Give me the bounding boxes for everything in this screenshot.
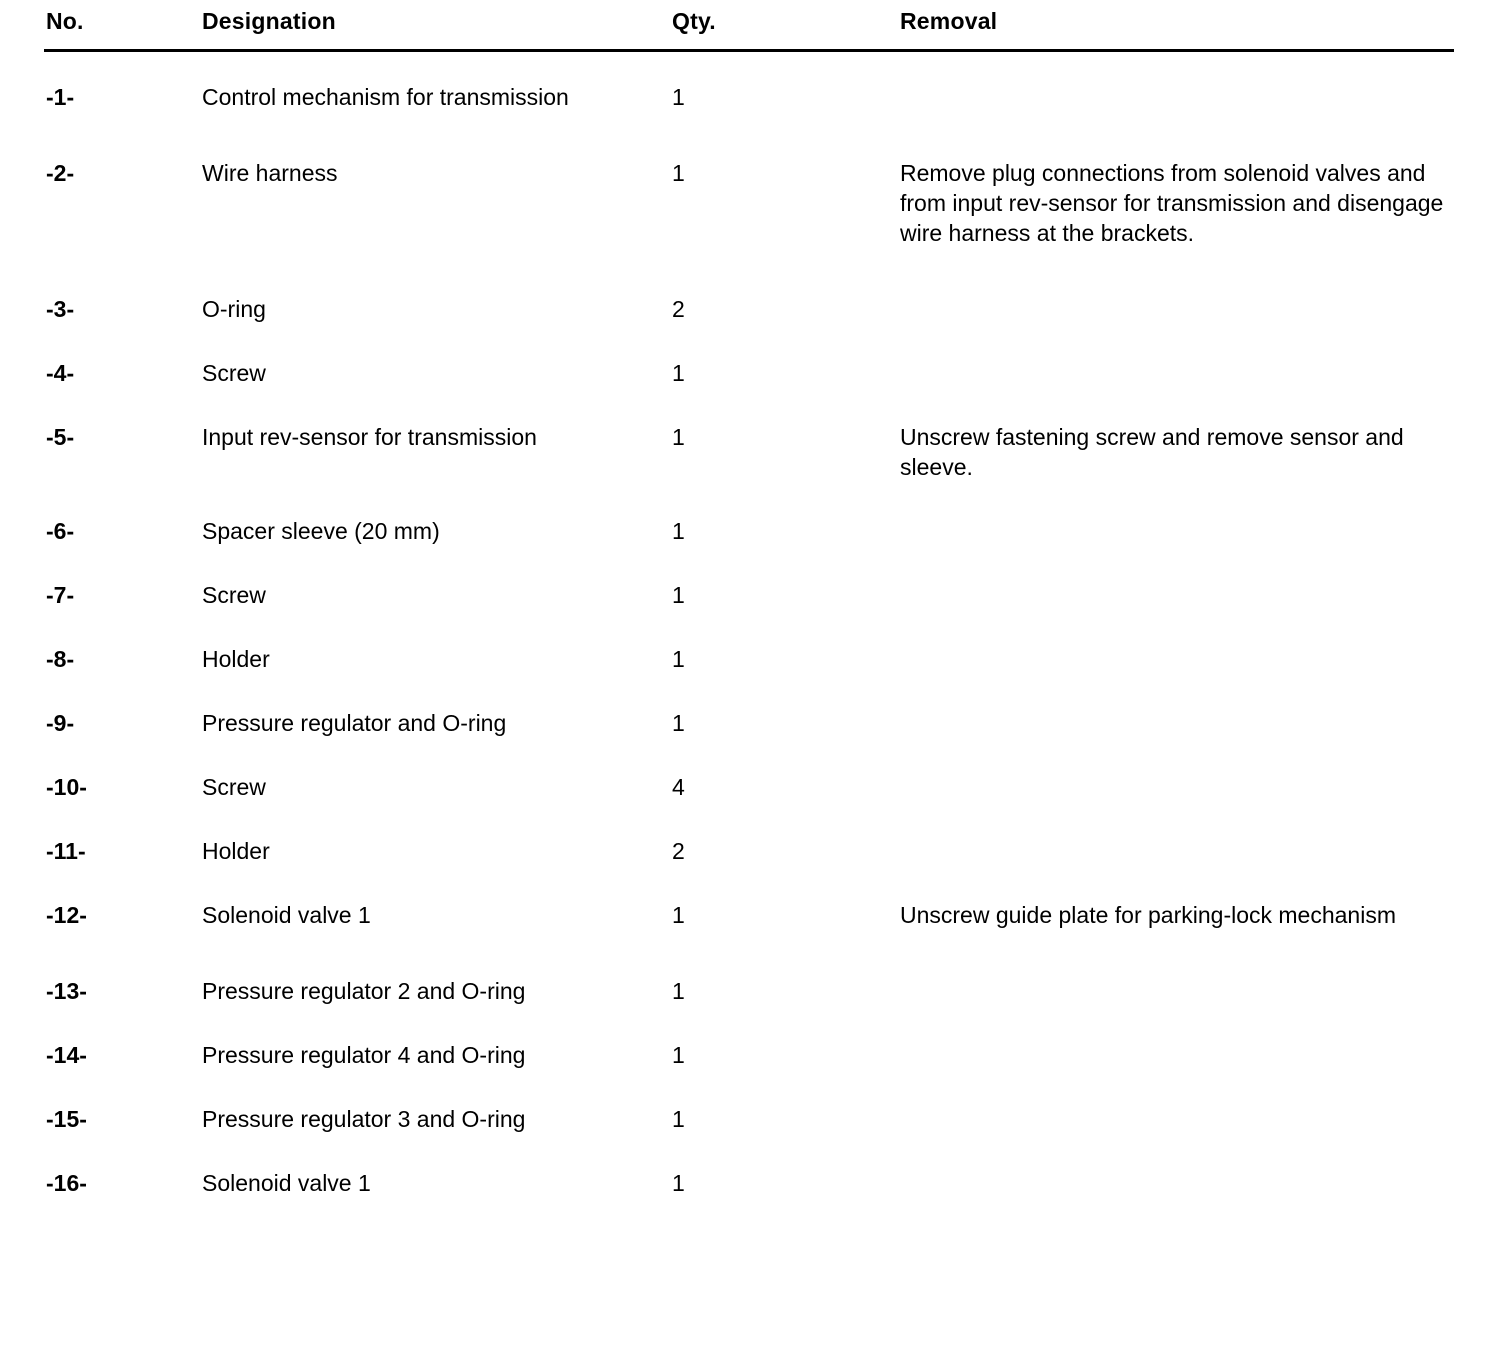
row-designation: Spacer sleeve (20 mm) <box>202 518 440 544</box>
row-designation: Pressure regulator 3 and O-ring <box>202 1106 526 1132</box>
table-row <box>44 482 1454 546</box>
row-designation: Holder <box>202 838 270 864</box>
row-removal <box>900 930 1454 1006</box>
row-designation: Pressure regulator 2 and O-ring <box>202 978 526 1004</box>
row-designation: Holder <box>202 646 270 672</box>
row-qty: 1 <box>672 84 685 110</box>
column-header-no: No. <box>46 8 84 34</box>
row-removal <box>900 1134 1454 1198</box>
table-row <box>44 51 1454 113</box>
row-no: -3- <box>46 296 75 322</box>
row-qty: 1 <box>672 902 685 928</box>
row-qty: 1 <box>672 582 685 608</box>
row-removal <box>900 546 1454 610</box>
row-no: -11- <box>46 838 86 864</box>
row-designation: Screw <box>202 774 266 800</box>
table-body <box>44 51 1454 1199</box>
row-no: -1- <box>46 84 75 110</box>
table-header <box>44 8 1454 51</box>
table-row <box>44 324 1454 388</box>
row-no: -13- <box>46 978 87 1004</box>
row-removal <box>900 324 1454 388</box>
row-designation: Solenoid valve 1 <box>202 902 371 928</box>
table-header-row <box>44 8 1454 51</box>
row-no: -10- <box>46 774 87 800</box>
row-no: -7- <box>46 582 75 608</box>
parts-table <box>44 8 1454 1198</box>
column-header-qty: Qty. <box>672 8 716 34</box>
row-no: -5- <box>46 424 75 450</box>
row-qty: 1 <box>672 360 685 386</box>
row-qty: 1 <box>672 1042 685 1068</box>
row-removal: Remove plug connections from solenoid valves and from input rev-sensor for transmission and disengage wire harness at the brackets. <box>900 160 1444 246</box>
row-qty: 1 <box>672 1106 685 1132</box>
row-qty: 1 <box>672 160 685 186</box>
row-no: -6- <box>46 518 75 544</box>
row-no: -12- <box>46 902 87 928</box>
row-qty: 1 <box>672 978 685 1004</box>
row-designation: Wire harness <box>202 160 338 186</box>
row-removal <box>900 482 1454 546</box>
row-qty: 1 <box>672 518 685 544</box>
row-designation: Input rev-sensor for transmission <box>202 424 537 450</box>
row-designation: O-ring <box>202 296 266 322</box>
table-row <box>44 930 1454 1006</box>
table-row <box>44 546 1454 610</box>
row-designation: Control mechanism for transmission <box>202 84 569 110</box>
row-qty: 4 <box>672 774 685 800</box>
row-no: -16- <box>46 1170 87 1196</box>
column-header-removal: Removal <box>900 8 998 34</box>
row-removal <box>900 738 1454 802</box>
table-row <box>44 610 1454 674</box>
row-no: -2- <box>46 160 75 186</box>
row-removal <box>900 51 1454 113</box>
table-row <box>44 388 1454 482</box>
row-qty: 2 <box>672 296 685 322</box>
row-removal: Unscrew fastening screw and remove sensor and sleeve. <box>900 424 1404 480</box>
row-qty: 1 <box>672 424 685 450</box>
table-row <box>44 674 1454 738</box>
row-no: -9- <box>46 710 75 736</box>
table-row <box>44 738 1454 802</box>
row-removal: Unscrew guide plate for parking-lock mechanism <box>900 902 1396 928</box>
row-designation: Screw <box>202 582 266 608</box>
table-row <box>44 1070 1454 1134</box>
column-header-designation: Designation <box>202 8 336 34</box>
row-no: -14- <box>46 1042 87 1068</box>
row-qty: 1 <box>672 710 685 736</box>
table-row <box>44 112 1454 248</box>
row-removal <box>900 610 1454 674</box>
row-removal <box>900 1070 1454 1134</box>
table-row <box>44 1134 1454 1198</box>
row-qty: 1 <box>672 1170 685 1196</box>
row-designation: Pressure regulator and O-ring <box>202 710 507 736</box>
row-no: -8- <box>46 646 75 672</box>
row-qty: 1 <box>672 646 685 672</box>
row-removal <box>900 248 1454 324</box>
row-designation: Pressure regulator 4 and O-ring <box>202 1042 526 1068</box>
row-qty: 2 <box>672 838 685 864</box>
row-no: -4- <box>46 360 75 386</box>
row-designation: Screw <box>202 360 266 386</box>
row-removal <box>900 802 1454 866</box>
table-row <box>44 1006 1454 1070</box>
row-removal <box>900 1006 1454 1070</box>
row-removal <box>900 674 1454 738</box>
table-row <box>44 866 1454 930</box>
table-row <box>44 248 1454 324</box>
row-no: -15- <box>46 1106 87 1132</box>
table-row <box>44 802 1454 866</box>
row-designation: Solenoid valve 1 <box>202 1170 371 1196</box>
